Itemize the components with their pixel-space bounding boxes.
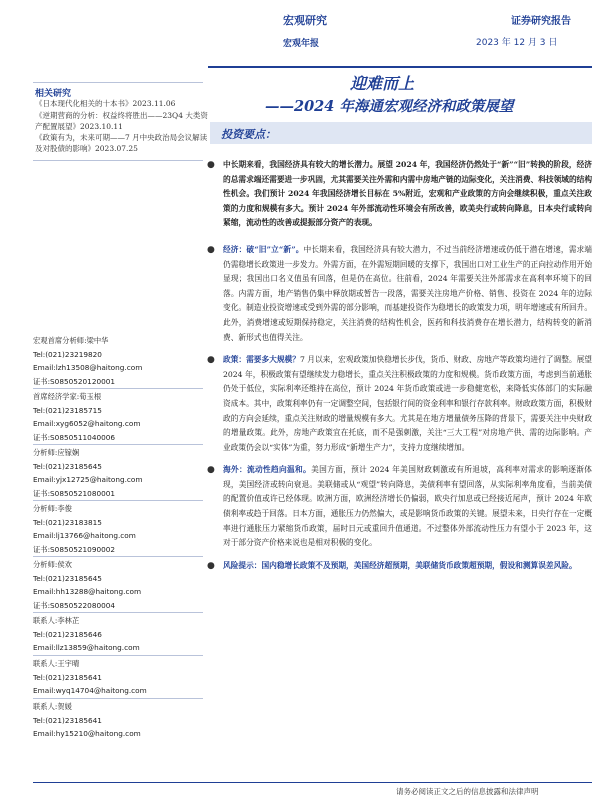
header-rule [208, 66, 592, 68]
section-heading: 投资要点： [221, 128, 276, 141]
list-item [207, 463, 592, 551]
contact-divider [33, 612, 203, 613]
contact-email[interactable]: Email:llz13859@haitong.com [33, 643, 140, 653]
contact-email[interactable]: Email:wyq14704@haitong.com [33, 686, 147, 696]
related-research-item[interactable]: 《政策有为，未来可期——7 月中央政治局会议解读及对股债的影响》2023.07.25 [35, 133, 208, 153]
report-type: 宏观年报 [283, 39, 320, 49]
bullet-lead: 经济：破“旧”立“新”。 [223, 244, 304, 254]
investment-highlights-banner [210, 122, 592, 144]
bullet-dot-icon: ● [207, 355, 215, 366]
contact-divider [33, 556, 203, 557]
contact-email[interactable]: Email:hy15210@haitong.com [33, 729, 141, 739]
bullet-body: 国内稳增长政策不及预期，美国经济超预期，美联储货币政策超预期，假设和测算误差风险。 [261, 560, 577, 570]
contact-role: 联系人:王宇晴 [33, 659, 80, 668]
bullet-dot-icon: ● [207, 244, 215, 255]
list-item [207, 559, 592, 574]
highlights-list [207, 158, 592, 581]
contact-tel: Tel:(021)23185641 [33, 715, 102, 725]
list-item [207, 158, 592, 231]
contact-role: 分析师:应镓娴 [33, 448, 80, 457]
contact-cert: 证书:S0850521090002 [33, 544, 116, 554]
page-title: 迎难而上 [350, 74, 415, 93]
contact-role: 联系人:贺媛 [33, 702, 72, 711]
contact-divider [33, 388, 203, 389]
bullet-lead: 中长期来看，我国经济具有较大的增长潜力。 [223, 160, 378, 169]
report-label: 证券研究报告 [511, 16, 571, 27]
contact-block [33, 334, 208, 388]
contact-tel: Tel:(021)23185645 [33, 573, 102, 583]
contact-tel: Tel:(021)23185645 [33, 461, 102, 471]
contact-tel: Tel:(021)23185646 [33, 629, 102, 639]
bullet-body: 中长期来看，我国经济具有较大潜力，不过当前经济增速或仍低于潜在增速，需求端仍需稳增长政策进一步发力。外需方面，在外需短期回暖的支撑下，我国出口对工业生产的正向拉动作用开始显现；我国出口名义值虽有回落，但是仍在高位。往前看，2024 年需要关注外部需求在高利率环境下的回落。内需方面，地产销售仍集中释放期或暂告一段落，需要关注房地产价格、销售、投资在 2024 年的边际变化。制造业投资增速或受到外需的部分影响，而基建投资作为稳增长的政策发力项，明年增速或有所回升。此外，消费增速或短期保持稳定，关注消费的结构性机会，医药和科技消费存在增长潜力，结构转变的新消费、新形式也值得关注。 [223, 244, 593, 342]
related-research-heading: 相关研究 [35, 89, 72, 99]
report-category: 宏观研究 [283, 14, 327, 27]
page-subtitle: ——2024 年海通宏观经济和政策展望 [265, 98, 514, 115]
contact-divider [33, 444, 203, 445]
bullet-dot-icon: ● [207, 160, 215, 170]
contact-role: 分析师:侯欢 [33, 560, 72, 569]
bullet-body: 7 月以来，宏观政策加快稳增长步伐，货币、财政、房地产等政策均进行了调整。展望 2024 年，积极政策有望继续发力稳增长，重点关注积极政策的力度和规模。货币政策方面，考虑到当前通胀仍处于低位，实际利率还维持在高位，预计 2024 年货币政策或进一步稳健宽松，来降低实体部门的实际融资成本。其中，政策利率仍有一定调整空间，包括银行间的资金利率和银行存款利率。财政政策方面，积极财政的方向会延续，重点关注财政的增量规模有多大。尤其是在地方增量债务压降的背景下，需要关注中央财政的增量政策。此外，房地产政策宜在托底，而不是强刺激，关注“三大工程”对房地产供、需的边际影响。产业政策仍会以“实体”为重，努力形成“新增生产力”，支持力度继续增加。 [223, 355, 593, 452]
contact-email[interactable]: Email:lj13766@haitong.com [33, 531, 136, 541]
contact-divider [33, 698, 203, 699]
contact-block [33, 700, 208, 741]
contact-role: 宏观首席分析师:梁中华 [33, 336, 109, 345]
list-item [207, 353, 592, 455]
contact-role: 分析师:李俊 [33, 504, 72, 513]
bullet-dot-icon: ● [207, 465, 215, 476]
contact-block [33, 446, 208, 500]
contact-tel: Tel:(021)23185715 [33, 405, 102, 415]
contact-block [33, 502, 208, 556]
contact-divider [33, 500, 203, 501]
bullet-lead: 风险提示： [223, 560, 262, 570]
list-item [207, 243, 592, 345]
related-research-item[interactable]: 《日本现代化相关的十本书》2023.11.06 [35, 99, 176, 108]
sidebar-mid-rule [33, 160, 203, 161]
report-date: 2023 年 12 月 3 日 [476, 38, 558, 48]
contact-role: 联系人:李林芷 [33, 616, 80, 625]
contact-block [33, 657, 208, 698]
contact-block [33, 390, 208, 444]
sidebar-top-rule [33, 82, 203, 83]
bullet-body: 美国方面，预计 2024 年美国财政刺激或有所退坡，高利率对需求的影响逐渐体现，美国经济或转向衰退。美联储或从“观望”转向降息，美债利率有望回落，从实际利率角度看，当前美债的配置价值或许已经体现。欧洲方面，欧洲经济增长仍偏弱，欧央行加息或已经接近尾声，预计 2024 年欧债利率或趋于回落。日本方面，通胀压力仍然偏大，或是影响货币政策的关键。展望未来，日央行存在一定概率进行通胀压力紧缩货币政策，届时日元或重回升值通道。不过整体外部流动性压力有望小于 2023 年，这对于部分资产价格来说也是相对积极的变化。 [223, 465, 593, 548]
bullet-dot-icon: ● [207, 560, 215, 571]
contact-role: 首席经济学家:荀玉根 [33, 392, 102, 401]
contact-block [33, 558, 208, 612]
contact-block [33, 614, 208, 655]
contact-cert: 证书:S0850511040006 [33, 432, 116, 442]
footer-disclaimer: 请务必阅读正文之后的信息披露和法律声明 [396, 787, 539, 796]
footer-rule [33, 782, 592, 783]
bullet-lead: 政策：需要多大规模？ [223, 355, 300, 365]
contact-cert: 证书:S0850522080004 [33, 600, 116, 610]
contact-divider [33, 655, 203, 656]
contact-cert: 证书:S0850520120001 [33, 376, 116, 386]
bullet-body: 展望 2024 年，我国经济仍然处于“新”“旧”转换的阶段，经济的总需求端还需要进一步巩固，尤其需要关注外需和内需中房地产链的边际变化，关注消费、科技领域的结构性机会。我们预计 2024 年我国经济增长目标在 5%附近，宏观和产业政策的方向会继续积极，重点关注政策的力度和规模有多大。预计 2024 年外部流动性环境会有所改善，欧美央行或转向降息，日本央行或转向紧缩，流动性的改善或提振部分资产的表现。 [223, 160, 593, 228]
contact-email[interactable]: Email:yjx12725@haitong.com [33, 475, 143, 485]
contact-tel: Tel:(021)23219820 [33, 349, 102, 359]
contact-email[interactable]: Email:xyg6052@haitong.com [33, 419, 141, 429]
related-research-item[interactable]: 《逆期营商的分析：权益终将胜出——23Q4 大类资产配置展望》2023.10.11 [35, 111, 208, 131]
bullet-lead: 海外：流动性趋向温和。 [223, 465, 312, 475]
contact-tel: Tel:(021)23185641 [33, 672, 102, 682]
contact-email[interactable]: Email:lzh13508@haitong.com [33, 363, 143, 373]
contact-email[interactable]: Email:hh13288@haitong.com [33, 587, 142, 597]
contact-tel: Tel:(021)23183815 [33, 517, 102, 527]
contact-cert: 证书:S0850521080001 [33, 488, 116, 498]
